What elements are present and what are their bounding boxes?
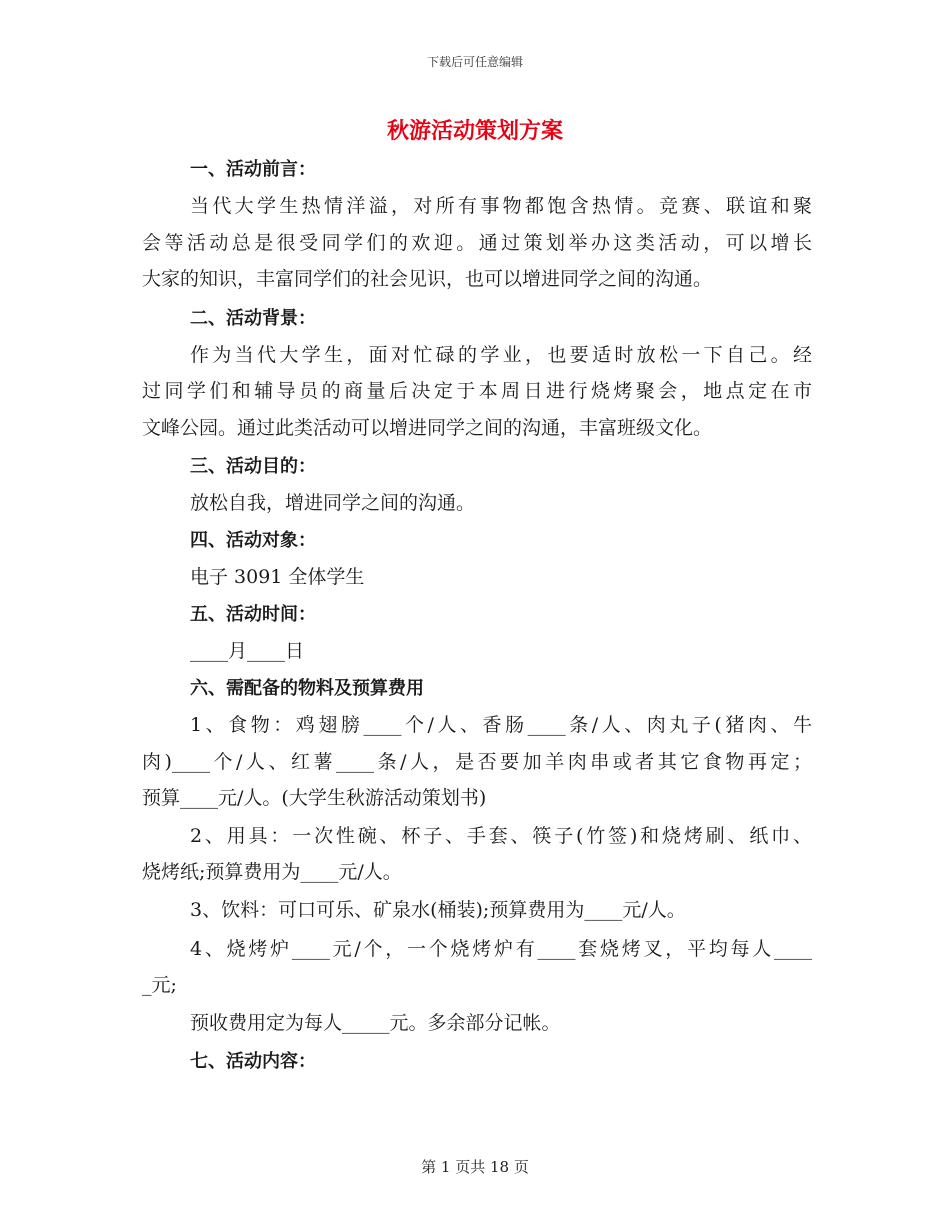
section-heading: 三、活动目的： [190,456,316,477]
paragraph-line: 过同学们和辅导员的商量后决定于本周日进行烧烤聚会，地点定在市 [142,380,812,402]
paragraph-line: _元; [142,974,177,996]
paragraph-line: 预算____元/人。(大学生秋游活动策划书) [142,787,487,809]
paragraph-line: 放松自我，增进同学之间的沟通。 [190,492,476,514]
paragraph-line: ____月____日 [190,640,305,662]
paragraph-line: 会等活动总是很受同学们的欢迎。通过策划举办这类活动，可以增长 [142,232,812,254]
paragraph-line: 大家的知识，丰富同学们的社会见识，也可以增进同学之间的沟通。 [142,268,713,290]
section-heading: 四、活动对象： [190,530,316,551]
paragraph-line: 1、食物：鸡翅膀____个/人、香肠____条/人、肉丸子(猪肉、牛 [190,714,812,736]
paragraph-line: 肉)____个/人、红薯____条/人，是否要加羊肉串或者其它食物再定； [142,751,812,773]
section-heading: 六、需配备的物料及预算费用 [190,678,424,699]
paragraph-line: 文峰公园。通过此类活动可以增进同学之间的沟通，丰富班级文化。 [142,417,713,439]
section-heading: 五、活动时间： [190,604,316,625]
page-header: 下载后可任意编辑 [426,55,523,69]
section-heading: 一、活动前言： [190,159,316,180]
paragraph-line: 电子 3091 全体学生 [190,566,365,588]
paragraph-line: 烧烤纸;预算费用为____元/人。 [142,861,402,883]
paragraph-line: 预收费用定为每人_____元。多余部分记帐。 [190,1012,561,1034]
page-footer: 第 1 页共 18 页 [421,1158,529,1176]
paragraph-line: 作为当代大学生，面对忙碌的学业，也要适时放松一下自己。经 [190,344,812,366]
section-heading: 二、活动背景： [190,308,316,329]
paragraph-line: 2、用具：一次性碗、杯子、手套、筷子(竹签)和烧烤刷、纸巾、 [190,825,812,847]
document-title: 秋游活动策划方案 [386,119,563,144]
paragraph-line: 4、烧烤炉____元/个，一个烧烤炉有____套烧烤叉，平均每人____ [190,938,812,960]
paragraph-line: 当代大学生热情洋溢，对所有事物都饱含热情。竞赛、联谊和聚 [190,195,812,217]
paragraph-line: 3、饮料：可口可乐、矿泉水(桶装);预算费用为____元/人。 [190,899,686,921]
section-heading: 七、活动内容： [190,1051,316,1072]
